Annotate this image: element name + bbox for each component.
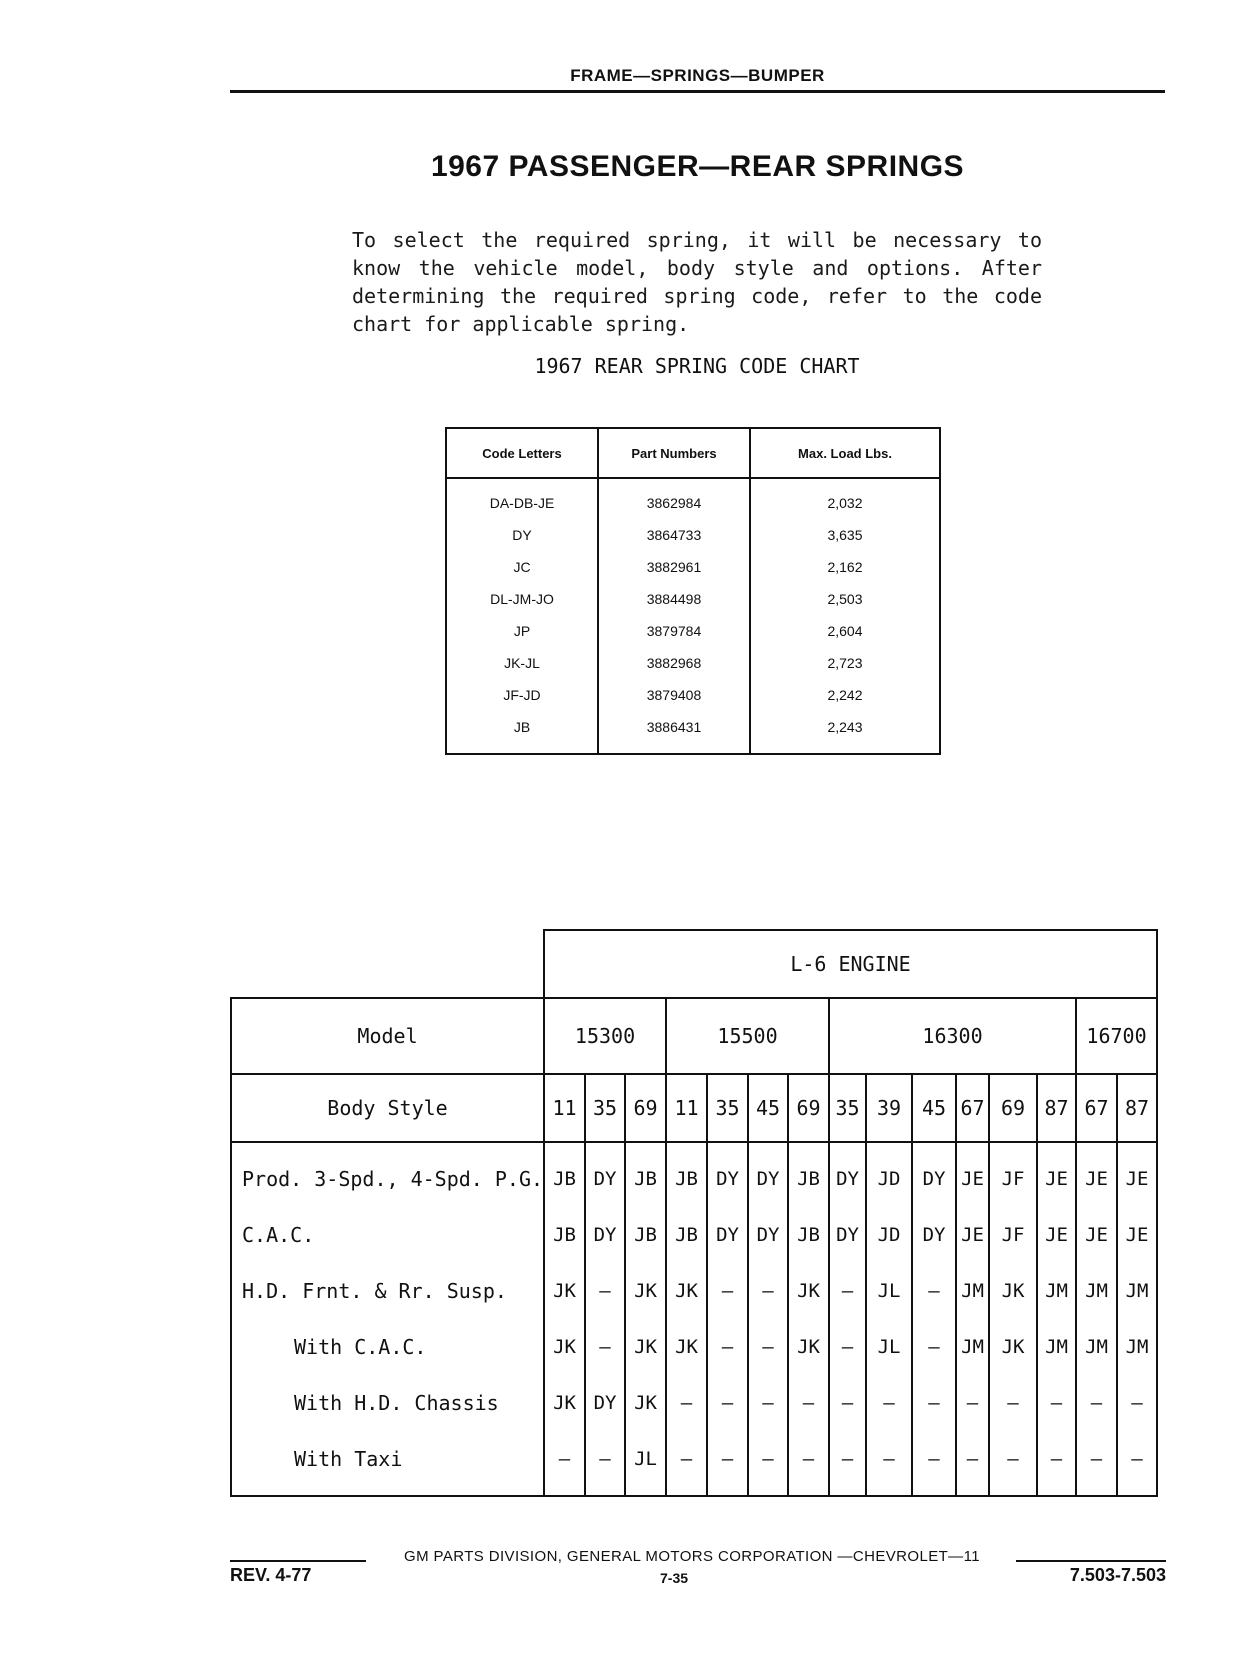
- spring-code-cell: —: [989, 1431, 1037, 1496]
- spring-code-cell: JE: [956, 1142, 989, 1207]
- spring-code-cell: —: [866, 1431, 912, 1496]
- option-label: With C.A.C.: [231, 1319, 544, 1375]
- spring-code-cell: DY: [707, 1207, 748, 1263]
- spring-code-cell: JE: [1037, 1142, 1076, 1207]
- spring-code-cell: —: [585, 1319, 625, 1375]
- spring-code-cell: JF: [989, 1207, 1037, 1263]
- option-label: C.A.C.: [231, 1207, 544, 1263]
- spring-code-cell: JM: [1076, 1263, 1117, 1319]
- spring-code-cell: JM: [1037, 1263, 1076, 1319]
- section-reference: 7.503-7.503: [1069, 1565, 1166, 1585]
- spring-code-cell: JE: [1076, 1207, 1117, 1263]
- model-number: 15300: [544, 998, 666, 1074]
- spring-code-cell: JM: [956, 1263, 989, 1319]
- column-header: Max. Load Lbs.: [750, 428, 940, 478]
- spring-code-cell: JL: [625, 1431, 666, 1496]
- spring-code-cell: DY: [912, 1207, 956, 1263]
- spring-code-cell: DY: [829, 1142, 866, 1207]
- model-number: 16700: [1076, 998, 1157, 1074]
- code-chart-cell: 3882961: [598, 551, 750, 583]
- body-style-cell: 69: [989, 1074, 1037, 1142]
- spring-code-cell: —: [1037, 1431, 1076, 1496]
- table-row: [231, 1207, 1157, 1263]
- code-chart-row: [446, 478, 940, 519]
- spring-code-cell: JM: [1117, 1263, 1157, 1319]
- header-rule: [230, 90, 1165, 93]
- code-chart-header-row: [446, 428, 940, 478]
- spring-code-cell: —: [585, 1431, 625, 1496]
- code-chart-cell: JC: [446, 551, 598, 583]
- model-number: 15500: [666, 998, 829, 1074]
- spring-code-cell: DY: [748, 1142, 788, 1207]
- spring-code-cell: JK: [544, 1375, 585, 1431]
- code-chart-row: [446, 519, 940, 551]
- code-chart-cell: 3879784: [598, 615, 750, 647]
- code-chart-cell: JF-JD: [446, 679, 598, 711]
- code-chart-cell: JK-JL: [446, 647, 598, 679]
- model-row: [231, 998, 1157, 1074]
- code-chart-cell: 3862984: [598, 478, 750, 519]
- spring-code-cell: —: [544, 1431, 585, 1496]
- spring-code-cell: JK: [666, 1263, 707, 1319]
- spring-code-cell: —: [788, 1375, 829, 1431]
- spring-code-cell: —: [956, 1375, 989, 1431]
- spring-code-cell: JB: [625, 1207, 666, 1263]
- spring-code-cell: JK: [788, 1319, 829, 1375]
- code-chart-cell: 2,723: [827, 655, 863, 671]
- table-row: [231, 1431, 1157, 1496]
- spring-code-cell: JK: [625, 1263, 666, 1319]
- code-chart-row: [446, 551, 940, 583]
- code-chart-row: [446, 615, 940, 647]
- table-row: [231, 1142, 1157, 1207]
- body-style-cell: 45: [748, 1074, 788, 1142]
- table-row: [231, 1375, 1157, 1431]
- revision-label: REV. 4-77: [230, 1565, 312, 1585]
- spring-code-cell: JL: [866, 1319, 912, 1375]
- spring-code-cell: —: [666, 1431, 707, 1496]
- code-chart-row: [446, 679, 940, 711]
- table-row: [231, 1263, 1157, 1319]
- footer-corporation: GM PARTS DIVISION, GENERAL MOTORS CORPORATION —CHEVROLET—11: [404, 1548, 980, 1565]
- spring-code-cell: JB: [666, 1207, 707, 1263]
- spring-code-cell: —: [912, 1431, 956, 1496]
- spring-code-cell: —: [989, 1375, 1037, 1431]
- spring-code-cell: DY: [829, 1207, 866, 1263]
- body-style-cell: 35: [707, 1074, 748, 1142]
- spring-code-cell: —: [748, 1375, 788, 1431]
- option-label: With Taxi: [231, 1431, 544, 1496]
- code-chart-cell: JP: [446, 615, 598, 647]
- spring-code-cell: —: [912, 1319, 956, 1375]
- spring-code-cell: JF: [989, 1142, 1037, 1207]
- spring-code-cell: JK: [544, 1319, 585, 1375]
- spring-code-cell: —: [748, 1431, 788, 1496]
- column-header: Part Numbers: [598, 428, 750, 478]
- spring-code-cell: —: [912, 1375, 956, 1431]
- spring-code-cell: —: [956, 1431, 989, 1496]
- blank-corner: [231, 930, 544, 998]
- body-style-cell: 87: [1117, 1074, 1157, 1142]
- code-chart-cell: 3879408: [598, 679, 750, 711]
- spring-code-cell: —: [829, 1431, 866, 1496]
- code-chart-row: [446, 647, 940, 679]
- spring-code-cell: JM: [1117, 1319, 1157, 1375]
- spring-code-cell: JM: [956, 1319, 989, 1375]
- spring-code-cell: JM: [1037, 1319, 1076, 1375]
- body-style-cell: 45: [912, 1074, 956, 1142]
- option-label: With H.D. Chassis: [231, 1375, 544, 1431]
- spring-code-cell: DY: [707, 1142, 748, 1207]
- spring-code-cell: —: [866, 1375, 912, 1431]
- spring-code-cell: JM: [1076, 1319, 1117, 1375]
- spring-code-cell: JE: [1117, 1142, 1157, 1207]
- body-style-cell: 35: [829, 1074, 866, 1142]
- spring-code-cell: JK: [666, 1319, 707, 1375]
- spring-code-chart: [445, 427, 941, 755]
- spring-code-cell: DY: [748, 1207, 788, 1263]
- intro-paragraph: To select the required spring, it will be necessary to know the vehicle model, body style and options. After determining the required spring code, refer to the code chart for applicable spring.: [352, 228, 1042, 336]
- page-title: 1967 PASSENGER—REAR SPRINGS: [430, 150, 965, 183]
- code-chart-cell: JB: [446, 711, 598, 754]
- body-style-cell: 69: [788, 1074, 829, 1142]
- spring-code-cell: JB: [544, 1207, 585, 1263]
- spring-code-cell: JE: [1037, 1207, 1076, 1263]
- spring-code-cell: —: [1117, 1375, 1157, 1431]
- spring-code-cell: JK: [989, 1263, 1037, 1319]
- model-label: Model: [231, 998, 544, 1074]
- body-style-label: Body Style: [231, 1074, 544, 1142]
- spring-code-cell: JK: [625, 1375, 666, 1431]
- footer-rule: [1016, 1560, 1166, 1562]
- spring-code-cell: JB: [625, 1142, 666, 1207]
- spring-code-cell: —: [1037, 1375, 1076, 1431]
- code-chart-cell: 3882968: [598, 647, 750, 679]
- spring-application-table: [230, 929, 1158, 1497]
- spring-code-cell: —: [748, 1319, 788, 1375]
- spring-code-cell: JB: [788, 1142, 829, 1207]
- body-style-cell: 11: [544, 1074, 585, 1142]
- code-chart-cell: 2,032: [827, 495, 863, 511]
- spring-code-cell: JB: [788, 1207, 829, 1263]
- spring-code-cell: —: [1076, 1431, 1117, 1496]
- spring-code-cell: JK: [788, 1263, 829, 1319]
- code-chart-cell: 2,604: [827, 623, 863, 639]
- spring-code-cell: JK: [544, 1263, 585, 1319]
- body-style-cell: 35: [585, 1074, 625, 1142]
- body-style-cell: 67: [1076, 1074, 1117, 1142]
- table-row: [231, 1319, 1157, 1375]
- code-chart-row: [446, 711, 940, 754]
- code-chart-cell: 2,243: [827, 719, 863, 735]
- spring-code-cell: —: [585, 1263, 625, 1319]
- body-style-cell: 11: [666, 1074, 707, 1142]
- option-label: Prod. 3-Spd., 4-Spd. P.G.: [231, 1142, 544, 1207]
- spring-code-cell: —: [707, 1319, 748, 1375]
- code-chart-cell: DL-JM-JO: [446, 583, 598, 615]
- spring-code-cell: —: [788, 1431, 829, 1496]
- body-style-cell: 87: [1037, 1074, 1076, 1142]
- spring-code-cell: —: [707, 1375, 748, 1431]
- spring-code-cell: —: [912, 1263, 956, 1319]
- spring-code-cell: JE: [1076, 1142, 1117, 1207]
- page-number: 7-35: [660, 1570, 689, 1586]
- spring-code-cell: DY: [912, 1142, 956, 1207]
- code-chart-cell: 2,503: [827, 591, 863, 607]
- code-chart-cell: DA-DB-JE: [446, 478, 598, 519]
- footer-rule: [230, 1560, 366, 1562]
- spring-code-cell: JK: [989, 1319, 1037, 1375]
- spring-code-cell: —: [1076, 1375, 1117, 1431]
- engine-row: [231, 930, 1157, 998]
- spring-code-cell: —: [707, 1263, 748, 1319]
- spring-code-cell: —: [829, 1319, 866, 1375]
- code-chart-cell: DY: [446, 519, 598, 551]
- body-style-cell: 69: [625, 1074, 666, 1142]
- code-chart-cell: 3886431: [598, 711, 750, 754]
- code-chart-cell: 2,162: [827, 559, 863, 575]
- column-header: Code Letters: [446, 428, 598, 478]
- spring-code-cell: —: [829, 1375, 866, 1431]
- spring-code-cell: JB: [544, 1142, 585, 1207]
- spring-code-cell: —: [829, 1263, 866, 1319]
- section-header: FRAME—SPRINGS—BUMPER: [570, 66, 825, 85]
- spring-code-cell: JB: [666, 1142, 707, 1207]
- spring-code-cell: JK: [625, 1319, 666, 1375]
- spring-code-cell: DY: [585, 1207, 625, 1263]
- code-chart-cell: 3884498: [598, 583, 750, 615]
- body-style-cell: 67: [956, 1074, 989, 1142]
- spring-code-cell: DY: [585, 1375, 625, 1431]
- code-chart-row: [446, 583, 940, 615]
- spring-code-cell: JE: [956, 1207, 989, 1263]
- spring-code-cell: —: [748, 1263, 788, 1319]
- spring-code-cell: JL: [866, 1263, 912, 1319]
- model-number: 16300: [829, 998, 1076, 1074]
- spring-code-cell: DY: [585, 1142, 625, 1207]
- code-chart-title: 1967 REAR SPRING CODE CHART: [534, 354, 860, 378]
- spring-code-cell: JE: [1117, 1207, 1157, 1263]
- engine-header: L-6 ENGINE: [544, 930, 1157, 998]
- code-chart-cell: 2,242: [827, 687, 863, 703]
- spring-code-cell: JD: [866, 1207, 912, 1263]
- option-label: H.D. Frnt. & Rr. Susp.: [231, 1263, 544, 1319]
- spring-code-cell: —: [1117, 1431, 1157, 1496]
- code-chart-cell: 3864733: [598, 519, 750, 551]
- code-chart-cell: 3,635: [827, 527, 863, 543]
- body-style-row: [231, 1074, 1157, 1142]
- body-style-cell: 39: [866, 1074, 912, 1142]
- spring-code-cell: JD: [866, 1142, 912, 1207]
- spring-code-cell: —: [707, 1431, 748, 1496]
- spring-code-cell: —: [666, 1375, 707, 1431]
